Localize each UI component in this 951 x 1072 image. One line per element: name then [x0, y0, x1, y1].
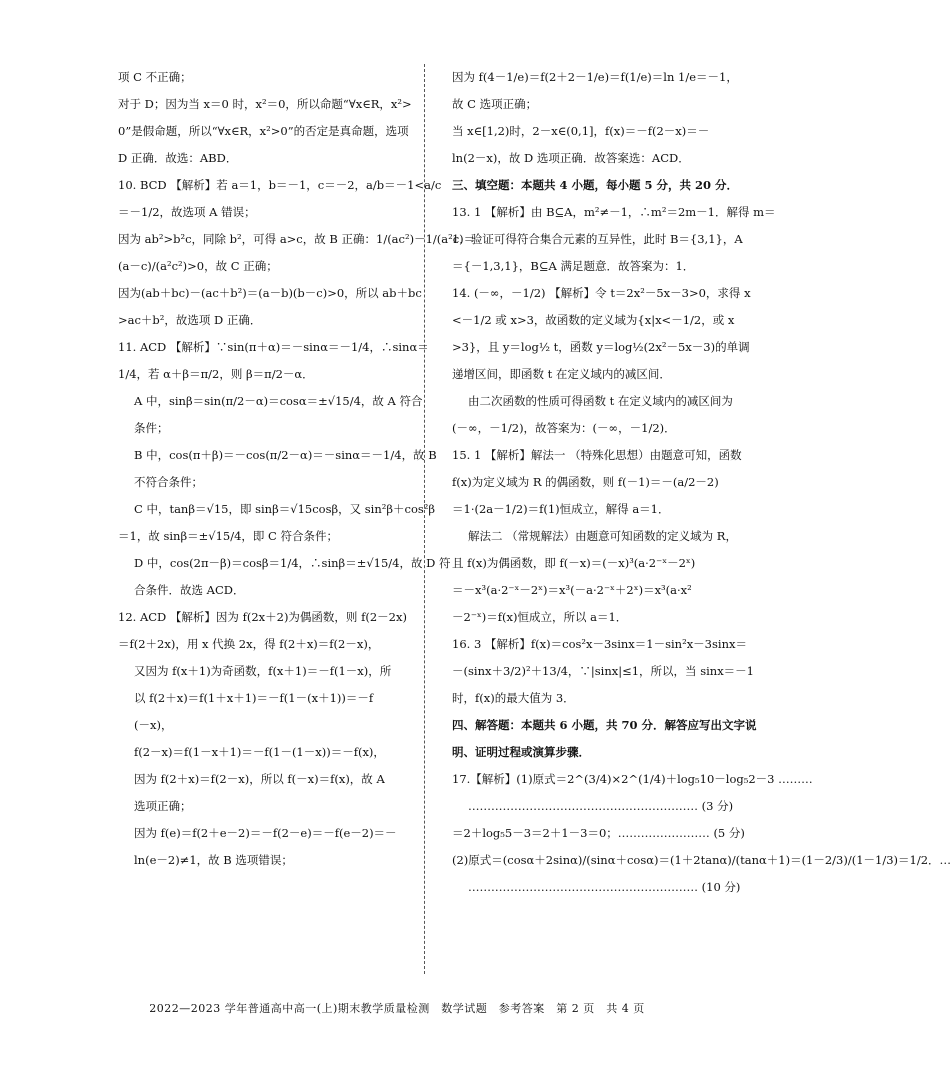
text-line: 由二次函数的性质可得函数 t 在定义域内的减区间为 — [468, 394, 733, 408]
text-line: 17.【解析】(1)原式＝2^(3/4)×2^(1/4)＋log₅10－log₅2－3 ……… — [452, 772, 813, 786]
text-line: >3}，且 y＝log½ t，函数 y＝log½(2x²－5x－3)的单调 — [452, 340, 750, 354]
text-line: ln(e－2)≠1，故 B 选项错误； — [134, 853, 293, 867]
text-line: f(x)为定义域为 R 的偶函数，则 f(－1)＝－(a/2－2) — [452, 475, 719, 489]
text-line: 合条件．故选 ACD． — [134, 583, 245, 597]
right-column — [452, 70, 951, 907]
text-line: ＝－x³(a·2⁻ˣ－2ˣ)＝x³(－a·2⁻ˣ＋2ˣ)＝x³(a·x² — [452, 583, 692, 597]
text-line: 0”是假命题，所以“∀x∈R，x²>0”的否定是真命题，选项 — [118, 124, 409, 138]
text-line: A 中，sinβ＝sin(π/2－α)＝cosα＝±√15/4，故 A 符合 — [134, 394, 423, 408]
text-line: 10. BCD 【解析】若 a＝1，b＝－1，c＝－2，a/b＝－1<a/c — [118, 178, 442, 192]
text-line: (－∞，－1/2)，故答案为：(－∞，－1/2)． — [452, 421, 676, 435]
text-line: ＝{－1,3,1}，B⊆A 满足题意．故答案为：1． — [452, 259, 695, 273]
text-line: 12. ACD 【解析】因为 f(2x＋2)为偶函数，则 f(2－2x) — [118, 610, 407, 624]
text-line: 递增区间，即函数 t 在定义域内的减区间． — [452, 367, 671, 381]
text-line: 又因为 f(x＋1)为奇函数，f(x＋1)＝－f(1－x)，所 — [134, 664, 392, 678]
text-line: 1/4，若 α＋β＝π/2，则 β＝π/2－α． — [118, 367, 314, 381]
text-line: 解法二 （常规解法）由题意可知函数的定义域为 R， — [468, 529, 737, 543]
text-line: D 正确．故选：ABD． — [118, 151, 238, 165]
page-footer: 2022—2023 学年普通高中高一(上)期末教学质量检测 数学试题 参考答案 第 2 页 共 4 页 — [149, 1002, 645, 1015]
text-line: B 中，cos(π＋β)＝－cos(π/2－α)＝－sinα＝－1/4，故 B — [134, 448, 437, 462]
text-line: ＝－1/2，故选项 A 错误； — [118, 205, 256, 219]
text-line: (2)原式＝(cosα＋2sinα)/(sinα＋cosα)＝(1＋2tanα)/(tanα＋1)＝(1－2/3)/(1－1/3)＝1/2．… — [452, 853, 951, 867]
text-line: 11. ACD 【解析】∵sin(π＋α)＝－sinα＝－1/4，∴sinα＝ — [118, 340, 429, 354]
text-line: 因为 f(4－1/e)＝f(2＋2－1/e)＝f(1/e)＝ln 1/e＝－1， — [452, 70, 738, 84]
text-line: 对于 D；因为当 x＝0 时，x²＝0，所以命题“∀x∈R，x²> — [118, 97, 412, 111]
text-line: 因为(ab＋bc)－(ac＋b²)＝(a－b)(b－c)>0，所以 ab＋bc — [118, 286, 422, 300]
text-line: ＝1·(2a－1/2)＝f(1)恒成立，解得 a＝1． — [452, 502, 670, 516]
text-line: 14. (－∞，－1/2) 【解析】令 t＝2x²－5x－3>0，求得 x — [452, 286, 751, 300]
section-heading: 明、证明过程或演算步骤． — [452, 745, 590, 759]
text-line: ＝2＋log₅5－3＝2＋1－3＝0；…………………… (5 分) — [452, 826, 745, 840]
text-line: 13. 1 【解析】由 B⊆A，m²≠－1，∴m²＝2m－1．解得 m＝ — [452, 205, 776, 219]
text-line: 故 C 选项正确； — [452, 97, 538, 111]
text-line: ＝1，故 sinβ＝±√15/4，即 C 符合条件； — [118, 529, 339, 543]
text-line: 16. 3 【解析】f(x)＝cos²x－3sinx＝1－sin²x－3sinx＝ — [452, 637, 747, 651]
text-line: ln(2－x)，故 D 选项正确．故答案选：ACD． — [452, 151, 690, 165]
text-line: －2⁻ˣ)＝f(x)恒成立，所以 a＝1． — [452, 610, 628, 624]
section-heading: 四、解答题：本题共 6 小题，共 70 分．解答应写出文字说 — [452, 718, 757, 732]
text-line: 时，f(x)的最大值为 3． — [452, 691, 575, 705]
section-heading: 三、填空题：本题共 4 小题，每小题 5 分，共 20 分． — [452, 178, 739, 192]
text-line: 因为 f(e)＝f(2＋e－2)＝－f(2－e)＝－f(e－2)＝－ — [134, 826, 397, 840]
text-line: 因为 ab²>b²c，同除 b²，可得 a>c，故 B 正确：1/(ac²)－1/(a²c)＝ — [118, 232, 476, 246]
text-line: 因为 f(2＋x)＝f(2－x)，所以 f(－x)＝f(x)，故 A — [134, 772, 385, 786]
text-line: 1．验证可得符合集合元素的互异性，此时 B＝{3,1}，A — [452, 232, 743, 246]
text-line: 15. 1 【解析】解法一 （特殊化思想）由题意可知，函数 — [452, 448, 742, 462]
text-line: C 中，tanβ＝√15，即 sinβ＝√15cosβ，又 sin²β＋cos²β — [134, 502, 436, 516]
text-line: 选项正确； — [134, 799, 192, 813]
text-line: 当 x∈[1,2)时，2－x∈(0,1]，f(x)＝－f(2－x)＝－ — [452, 124, 710, 138]
text-line: D 中，cos(2π－β)＝cosβ＝1/4，∴sinβ＝±√15/4，故 D 符 — [134, 556, 451, 570]
text-line: 不符合条件； — [134, 475, 203, 489]
text-line: (－x)， — [134, 718, 173, 732]
text-line: －(sinx＋3/2)²＋13/4，∵|sinx|≤1，所以，当 sinx＝－1 — [452, 664, 755, 678]
column-divider — [424, 64, 425, 974]
text-line: …………………………………………………… (10 分) — [468, 880, 741, 894]
text-line: (a－c)/(a²c²)>0，故 C 正确； — [118, 259, 278, 273]
left-column — [118, 70, 476, 880]
text-line: <－1/2 或 x>3，故函数的定义域为{x|x<－1/2，或 x — [452, 313, 735, 327]
text-line: 以 f(2＋x)＝f(1＋x＋1)＝－f(1－(x＋1))＝－f — [134, 691, 374, 705]
text-line: f(2－x)＝f(1－x＋1)＝－f(1－(1－x))＝－f(x)， — [134, 745, 385, 759]
text-line: 条件； — [134, 421, 169, 435]
text-line: …………………………………………………… (3 分) — [468, 799, 734, 813]
text-line: ＝f(2＋2x)，用 x 代换 2x，得 f(2＋x)＝f(2－x)， — [118, 637, 380, 651]
text-line: >ac＋b²，故选项 D 正确． — [118, 313, 262, 327]
text-line: 项 C 不正确； — [118, 70, 192, 84]
text-line: 且 f(x)为偶函数，即 f(－x)＝(－x)³(a·2⁻ˣ－2ˣ) — [452, 556, 696, 570]
